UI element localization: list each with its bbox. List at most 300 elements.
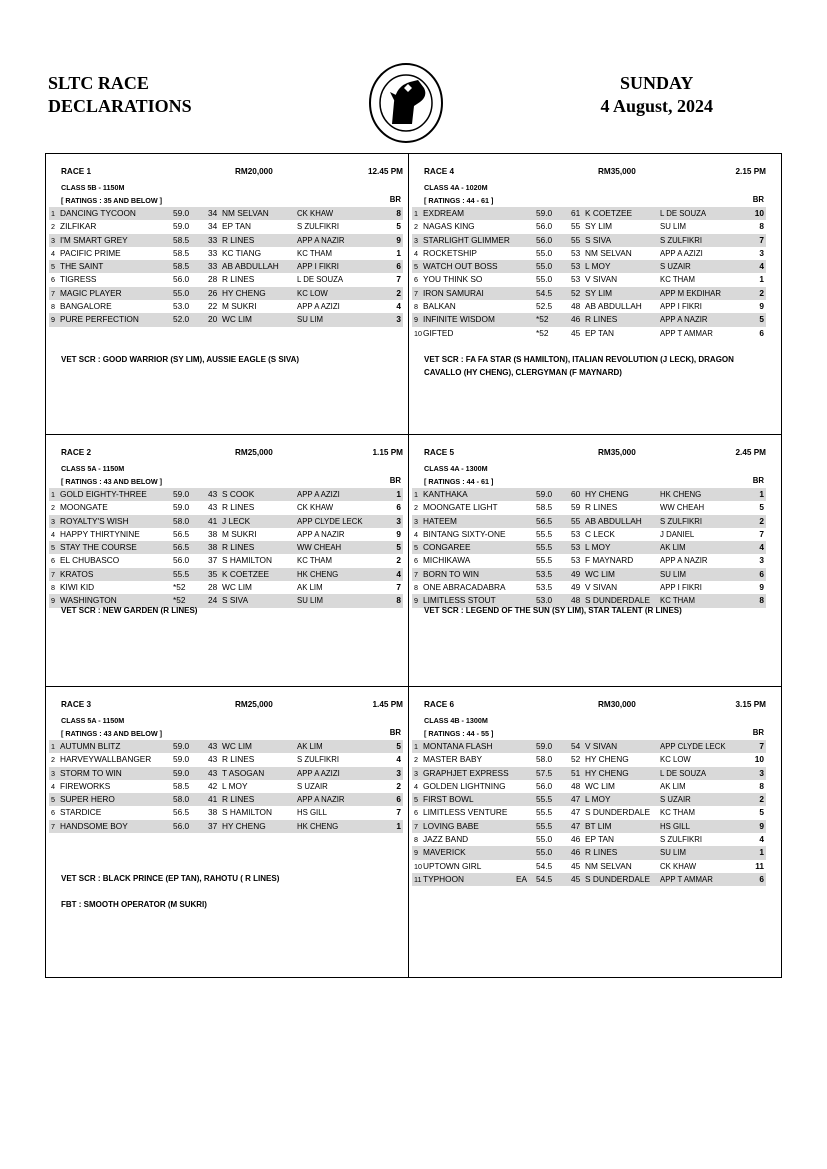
horse-rating: 37 xyxy=(208,820,218,831)
trainer-name: WW CHEAH xyxy=(660,503,705,513)
horse-rating: 35 xyxy=(208,568,218,579)
horse-rating: 52 xyxy=(571,754,581,765)
horse-name: HARVEYWALLBANGER xyxy=(60,754,152,765)
horse-rating: 46 xyxy=(571,314,581,325)
barrier-draw: 7 xyxy=(396,274,401,285)
handicap-weight: 55.0 xyxy=(536,834,553,845)
trainer-name: S UZAIR xyxy=(660,795,691,805)
table-row xyxy=(412,313,766,326)
handicap-weight: 59.0 xyxy=(173,502,190,513)
entry-number: 9 xyxy=(414,315,418,325)
barrier-draw: 11 xyxy=(755,860,764,871)
entry-number: 2 xyxy=(51,503,55,513)
entry-number: 2 xyxy=(414,503,418,513)
horse-rating: 43 xyxy=(208,754,218,765)
jockey-name: WC LIM xyxy=(222,582,252,593)
handicap-weight: 59.0 xyxy=(536,741,553,751)
entry-number: 8 xyxy=(51,583,55,593)
table-row xyxy=(412,287,766,300)
horse-rating: 51 xyxy=(571,767,581,778)
horse-name: GOLD EIGHTY-THREE xyxy=(60,489,147,499)
horse-name: STARDICE xyxy=(60,807,102,818)
trainer-name: SU LIM xyxy=(660,569,686,579)
barrier-draw: 1 xyxy=(759,274,764,285)
race-time: 2.15 PM xyxy=(735,167,766,176)
entry-number: 1 xyxy=(414,209,418,218)
barrier-draw: 1 xyxy=(759,847,764,858)
horse-name: SUPER HERO xyxy=(60,794,115,805)
handicap-weight: 53.0 xyxy=(173,301,190,312)
handicap-weight: 59.0 xyxy=(173,741,190,751)
table-row xyxy=(49,273,403,286)
handicap-weight: 56.0 xyxy=(536,234,553,245)
table-row xyxy=(412,767,766,780)
horse-rating: 45 xyxy=(571,327,581,338)
horse-rating: 59 xyxy=(571,502,581,513)
barrier-draw: 8 xyxy=(396,595,401,606)
handicap-weight: 55.0 xyxy=(536,247,553,258)
jockey-name: K COETZEE xyxy=(585,208,633,218)
table-row xyxy=(412,780,766,793)
trainer-name: KC THAM xyxy=(660,596,695,606)
handicap-weight: 56.0 xyxy=(173,820,190,831)
entries-table xyxy=(49,740,403,833)
jockey-name: R LINES xyxy=(222,274,255,285)
barrier-draw: 1 xyxy=(759,489,764,499)
barrier-column-header: BR xyxy=(389,476,401,485)
table-row xyxy=(49,207,403,220)
entry-number: 8 xyxy=(414,302,418,312)
horse-rating: 47 xyxy=(571,820,581,831)
handicap-weight: 56.0 xyxy=(173,274,190,285)
race-ratings: [ RATINGS : 44 - 61 ] xyxy=(424,196,494,205)
entry-number: 9 xyxy=(51,596,55,606)
entry-number: 5 xyxy=(51,795,55,805)
horse-name: INFINITE WISDOM xyxy=(423,314,495,325)
jockey-name: C LECK xyxy=(585,528,615,539)
entry-number: 8 xyxy=(51,302,55,312)
table-row xyxy=(49,260,403,273)
horse-rating: 38 xyxy=(208,807,218,818)
jockey-name: V SIVAN xyxy=(585,274,618,285)
horse-rating: 45 xyxy=(571,873,581,884)
trainer-name: APP I FIKRI xyxy=(660,302,702,312)
table-row xyxy=(412,488,766,501)
horse-name: BALKAN xyxy=(423,301,456,312)
table-row xyxy=(412,860,766,873)
horse-name: HATEEM xyxy=(423,515,457,526)
horse-rating: 34 xyxy=(208,221,218,232)
table-row xyxy=(49,806,403,819)
handicap-weight: 55.5 xyxy=(536,542,553,553)
table-row xyxy=(412,833,766,846)
trainer-name: L DE SOUZA xyxy=(660,768,707,778)
barrier-draw: 6 xyxy=(759,568,764,579)
jockey-name: L MOY xyxy=(585,261,611,272)
barrier-draw: 9 xyxy=(759,301,764,312)
horse-rating: 53 xyxy=(571,542,581,553)
barrier-draw: 1 xyxy=(396,820,401,831)
horse-rating: 46 xyxy=(571,847,581,858)
horse-name: THE SAINT xyxy=(60,261,104,272)
entry-number: 3 xyxy=(51,768,55,778)
table-row xyxy=(49,515,403,528)
table-row xyxy=(412,207,766,220)
scratching-note: VET SCR : NEW GARDEN (R LINES) xyxy=(61,606,198,615)
horse-name: WATCH OUT BOSS xyxy=(423,261,498,272)
trainer-name: AK LIM xyxy=(297,583,323,593)
race-ratings: [ RATINGS : 43 AND BELOW ] xyxy=(61,729,163,738)
barrier-draw: 3 xyxy=(396,515,401,526)
trainer-name: APP I FIKRI xyxy=(660,583,702,593)
entry-number: 5 xyxy=(51,543,55,553)
table-row xyxy=(412,247,766,260)
entry-number: 5 xyxy=(414,543,418,553)
horse-rating: 61 xyxy=(571,208,581,218)
barrier-draw: 4 xyxy=(396,301,401,312)
barrier-draw: 1 xyxy=(396,489,401,499)
race-class: CLASS 4B - 1300M xyxy=(424,716,488,725)
jockey-name: EP TAN xyxy=(222,221,252,232)
horse-name: MONTANA FLASH xyxy=(423,741,493,751)
horse-rating: 34 xyxy=(208,208,218,218)
horse-rating: 33 xyxy=(208,247,218,258)
jockey-name: V SIVAN xyxy=(585,582,618,593)
entry-number: 7 xyxy=(414,288,418,298)
horse-rating: 43 xyxy=(208,741,218,751)
horse-name: DANCING TYCOON xyxy=(60,208,136,218)
jockey-name: R LINES xyxy=(585,847,618,858)
jockey-name: AB ABDULLAH xyxy=(222,261,279,272)
barrier-draw: 3 xyxy=(759,247,764,258)
jockey-name: SY LIM xyxy=(585,287,613,298)
barrier-column-header: BR xyxy=(389,195,401,204)
trainer-name: APP A AZIZI xyxy=(297,302,340,312)
race-day: SUNDAY xyxy=(620,73,694,93)
entry-number: 4 xyxy=(414,529,418,539)
trainer-name: APP A NAZIR xyxy=(297,529,345,539)
table-row xyxy=(412,554,766,567)
handicap-weight: *52 xyxy=(536,314,549,325)
entries-table xyxy=(412,207,766,340)
horse-name: KANTHAKA xyxy=(423,489,468,499)
jockey-name: WC LIM xyxy=(222,741,252,751)
horse-name: STAY THE COURSE xyxy=(60,542,137,553)
trainer-name: KC THAM xyxy=(297,556,332,566)
barrier-draw: 4 xyxy=(396,568,401,579)
table-row xyxy=(412,528,766,541)
handicap-weight: 59.0 xyxy=(536,489,553,499)
handicap-weight: *52 xyxy=(536,327,549,338)
handicap-weight: 58.5 xyxy=(173,261,190,272)
handicap-weight: *52 xyxy=(173,595,186,606)
jockey-name: R LINES xyxy=(222,542,255,553)
horse-rating: 49 xyxy=(571,582,581,593)
table-row xyxy=(412,515,766,528)
horse-rating: 38 xyxy=(208,528,218,539)
race-prize: RM35,000 xyxy=(598,448,636,457)
barrier-draw: 5 xyxy=(396,542,401,553)
barrier-column-header: BR xyxy=(752,728,764,737)
trainer-name: CK KHAW xyxy=(297,209,334,218)
handicap-weight: *52 xyxy=(173,582,186,593)
table-row xyxy=(412,234,766,247)
jockey-name: HY CHENG xyxy=(585,754,629,765)
barrier-draw: 5 xyxy=(759,502,764,513)
barrier-draw: 4 xyxy=(759,261,764,272)
handicap-weight: 58.0 xyxy=(173,515,190,526)
horse-rating: 60 xyxy=(571,489,581,499)
entries-table xyxy=(412,740,766,886)
entries-table xyxy=(49,488,403,608)
handicap-weight: 58.5 xyxy=(173,780,190,791)
handicap-weight: 55.0 xyxy=(536,261,553,272)
barrier-draw: 2 xyxy=(759,515,764,526)
jockey-name: WC LIM xyxy=(585,780,615,791)
barrier-draw: 3 xyxy=(759,767,764,778)
table-row xyxy=(49,541,403,554)
horse-name: AUTUMN BLITZ xyxy=(60,741,121,751)
horse-rating: 37 xyxy=(208,555,218,566)
race-block xyxy=(408,686,770,966)
race-prize: RM35,000 xyxy=(598,167,636,176)
race-header xyxy=(422,167,766,179)
trainer-name: APP A NAZIR xyxy=(297,795,345,805)
entries-table xyxy=(412,488,766,608)
trainer-name: S ZULFIKRI xyxy=(660,835,703,845)
horse-name: ZILFIKAR xyxy=(60,221,97,232)
trainer-name: J DANIEL xyxy=(660,529,695,539)
table-row xyxy=(49,488,403,501)
trainer-name: AK LIM xyxy=(660,543,686,553)
table-row xyxy=(49,501,403,514)
jockey-name: NM SELVAN xyxy=(222,208,269,218)
entry-number: 6 xyxy=(51,275,55,285)
jockey-name: HY CHENG xyxy=(222,820,266,831)
jockey-name: HY CHENG xyxy=(222,287,266,298)
race-ratings: [ RATINGS : 35 AND BELOW ] xyxy=(61,196,163,205)
jockey-name: S DUNDERDALE xyxy=(585,807,651,818)
barrier-draw: 7 xyxy=(396,807,401,818)
entry-number: 4 xyxy=(51,248,55,258)
trainer-name: SU LIM xyxy=(660,848,686,858)
scratching-note: VET SCR : BLACK PRINCE (EP TAN), RAHOTU ( R LINES) xyxy=(61,874,280,883)
title-line-1: SLTC RACE xyxy=(48,73,149,93)
horse-rating: 33 xyxy=(208,261,218,272)
entry-number: 8 xyxy=(414,583,418,593)
handicap-weight: 53.5 xyxy=(536,568,553,579)
horse-name: HAPPY THIRTYNINE xyxy=(60,528,140,539)
jockey-name: F MAYNARD xyxy=(585,555,634,566)
handicap-weight: 54.5 xyxy=(536,860,553,871)
handicap-weight: 56.0 xyxy=(536,780,553,791)
handicap-weight: 55.0 xyxy=(536,847,553,858)
jockey-name: M SUKRI xyxy=(222,528,257,539)
trainer-name: S ZULFIKRI xyxy=(660,235,703,245)
race-class: CLASS 5A - 1150M xyxy=(61,464,125,473)
trainer-name: APP T AMMAR xyxy=(660,874,713,884)
table-row xyxy=(49,753,403,766)
title-line-2: DECLARATIONS xyxy=(48,96,192,116)
race-name: RACE 6 xyxy=(424,700,455,709)
jockey-name: WC LIM xyxy=(585,568,615,579)
barrier-draw: 4 xyxy=(396,754,401,765)
handicap-weight: 59.0 xyxy=(173,767,190,778)
horse-name: PURE PERFECTION xyxy=(60,314,139,325)
barrier-column-header: BR xyxy=(389,728,401,737)
table-row xyxy=(49,528,403,541)
horse-name: MOONGATE LIGHT xyxy=(423,502,498,513)
horse-name: GOLDEN LIGHTNING xyxy=(423,780,506,791)
race-block xyxy=(45,153,407,433)
entry-number: 1 xyxy=(414,490,418,499)
table-row xyxy=(49,780,403,793)
table-row xyxy=(49,300,403,313)
entry-number: 4 xyxy=(51,529,55,539)
entry-number: 9 xyxy=(414,596,418,606)
entry-number: 7 xyxy=(51,821,55,831)
handicap-weight: 55.0 xyxy=(173,287,190,298)
race-block xyxy=(408,434,770,714)
horse-rating: 28 xyxy=(208,582,218,593)
handicap-weight: 55.5 xyxy=(536,555,553,566)
jockey-name: S DUNDERDALE xyxy=(585,595,651,606)
barrier-draw: 10 xyxy=(754,208,764,218)
handicap-weight: 54.5 xyxy=(536,287,553,298)
horse-rating: 53 xyxy=(571,274,581,285)
table-row xyxy=(412,820,766,833)
entry-number: 3 xyxy=(414,768,418,778)
jockey-name: NM SELVAN xyxy=(585,247,632,258)
table-row xyxy=(412,846,766,859)
table-row xyxy=(412,300,766,313)
jockey-name: EP TAN xyxy=(585,327,615,338)
horse-rating: 42 xyxy=(208,780,218,791)
trainer-name: HS GILL xyxy=(297,808,327,818)
barrier-draw: 8 xyxy=(759,221,764,232)
jockey-name: SY LIM xyxy=(585,221,613,232)
horse-rating: 47 xyxy=(571,807,581,818)
jockey-name: L MOY xyxy=(585,794,611,805)
handicap-weight: 59.0 xyxy=(536,208,553,218)
handicap-weight: 53.0 xyxy=(536,595,553,606)
jockey-name: R LINES xyxy=(585,502,618,513)
trainer-name: L DE SOUZA xyxy=(297,275,344,285)
trainer-name: CK KHAW xyxy=(297,503,334,513)
horse-rating: 55 xyxy=(571,515,581,526)
jockey-name: S HAMILTON xyxy=(222,807,272,818)
handicap-weight: 56.5 xyxy=(173,807,190,818)
trainer-name: AK LIM xyxy=(297,742,323,751)
jockey-name: BT LIM xyxy=(585,820,612,831)
barrier-column-header: BR xyxy=(752,195,764,204)
table-row xyxy=(412,793,766,806)
race-ratings: [ RATINGS : 43 AND BELOW ] xyxy=(61,477,163,486)
horse-name: EXDREAM xyxy=(423,208,465,218)
trainer-name: CK KHAW xyxy=(660,861,697,871)
handicap-weight: 56.5 xyxy=(173,542,190,553)
table-row xyxy=(49,313,403,326)
horse-name: EL CHUBASCO xyxy=(60,555,120,566)
entry-number: 6 xyxy=(414,275,418,285)
trainer-name: KC LOW xyxy=(660,755,691,765)
race-block xyxy=(408,153,770,433)
horse-name: MAVERICK xyxy=(423,847,466,858)
race-prize: RM25,000 xyxy=(235,448,273,457)
jockey-name: S COOK xyxy=(222,489,255,499)
trainer-name: KC THAM xyxy=(660,808,695,818)
entry-number: 7 xyxy=(51,288,55,298)
horse-name: TYPHOON xyxy=(423,873,465,884)
horse-rating: 28 xyxy=(208,274,218,285)
horse-name: HANDSOME BOY xyxy=(60,820,128,831)
race-block xyxy=(45,686,407,966)
jockey-name: K COETZEE xyxy=(222,568,270,579)
horse-rating: 48 xyxy=(571,780,581,791)
horse-name: WASHINGTON xyxy=(60,595,117,606)
horse-name: ROYALTY'S WISH xyxy=(60,515,129,526)
table-row xyxy=(49,247,403,260)
handicap-weight: 55.0 xyxy=(536,274,553,285)
trainer-name: HK CHENG xyxy=(297,821,339,831)
horse-rating: 20 xyxy=(208,314,218,325)
entry-number: 9 xyxy=(414,848,418,858)
race-date: 4 August, 2024 xyxy=(600,96,713,116)
barrier-draw: 5 xyxy=(396,741,401,751)
barrier-draw: 2 xyxy=(759,287,764,298)
trainer-name: APP CLYDE LECK xyxy=(660,742,726,751)
trainer-name: APP A NAZIR xyxy=(660,556,708,566)
race-name: RACE 1 xyxy=(61,167,92,176)
jockey-name: M SUKRI xyxy=(222,301,257,312)
horse-rating: 24 xyxy=(208,595,218,606)
horse-rating: 38 xyxy=(208,542,218,553)
horse-rating: 43 xyxy=(208,489,218,499)
trainer-name: HK CHENG xyxy=(297,569,339,579)
jockey-name: V SIVAN xyxy=(585,741,618,751)
entry-number: 2 xyxy=(414,222,418,232)
race-time: 2.45 PM xyxy=(735,448,766,457)
handicap-weight: 59.0 xyxy=(173,754,190,765)
entry-number: 3 xyxy=(51,516,55,526)
entry-flag: EA xyxy=(516,873,528,884)
table-row xyxy=(49,820,403,833)
entry-number: 4 xyxy=(414,248,418,258)
handicap-weight: 55.5 xyxy=(173,568,190,579)
jockey-name: R LINES xyxy=(222,234,255,245)
table-row xyxy=(412,260,766,273)
entry-number: 5 xyxy=(414,795,418,805)
club-logo-icon xyxy=(368,62,444,144)
trainer-name: KC THAM xyxy=(297,248,332,258)
race-block xyxy=(45,434,407,714)
barrier-draw: 5 xyxy=(396,221,401,232)
table-row xyxy=(412,220,766,233)
horse-name: FIRST BOWL xyxy=(423,794,474,805)
race-ratings: [ RATINGS : 44 - 61 ] xyxy=(424,477,494,486)
jockey-name: HY CHENG xyxy=(585,767,629,778)
horse-rating: 54 xyxy=(571,741,581,751)
horse-name: PACIFIC PRIME xyxy=(60,247,121,258)
jockey-name: AB ABDULLAH xyxy=(585,301,642,312)
barrier-draw: 7 xyxy=(759,528,764,539)
trainer-name: SU LIM xyxy=(297,596,323,606)
trainer-name: S ZULFIKRI xyxy=(297,222,340,232)
barrier-draw: 7 xyxy=(759,234,764,245)
horse-name: BANGALORE xyxy=(60,301,112,312)
table-row xyxy=(412,873,766,886)
horse-name: ONE ABRACADABRA xyxy=(423,582,506,593)
